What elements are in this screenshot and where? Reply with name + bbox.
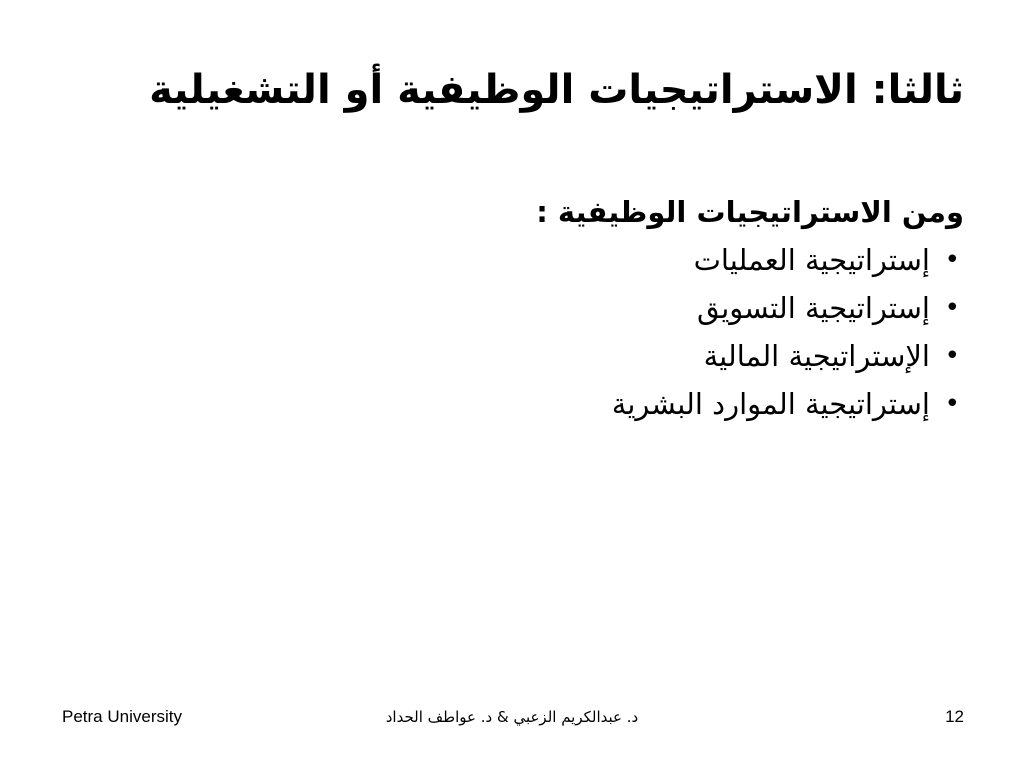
list-item-text: إستراتيجية العمليات — [693, 243, 930, 277]
footer-page-number: 12 — [945, 707, 964, 726]
bullet-list — [264, 236, 964, 428]
bullet-icon: • — [944, 389, 960, 419]
list-item-text: إستراتيجية الموارد البشرية — [611, 387, 930, 421]
bullet-icon: • — [944, 341, 960, 371]
bullet-icon: • — [944, 293, 960, 323]
list-item — [264, 380, 964, 428]
bullet-icon: • — [944, 245, 960, 275]
footer-authors: د. عبدالكريم الزعبي & د. عواطف الحداد — [385, 708, 639, 726]
list-item — [264, 284, 964, 332]
slide-title: ثالثا: الاستراتيجيات الوظيفية أو التشغيلية — [149, 67, 964, 113]
list-item — [264, 332, 964, 380]
slide-content — [264, 188, 964, 428]
list-item-text: إستراتيجية التسويق — [697, 291, 930, 325]
footer-organization: Petra University — [62, 707, 182, 726]
intro-text: ومن الاستراتيجيات الوظيفية : — [536, 195, 964, 229]
list-item-text: الإستراتيجية المالية — [703, 339, 930, 373]
list-item — [264, 236, 964, 284]
